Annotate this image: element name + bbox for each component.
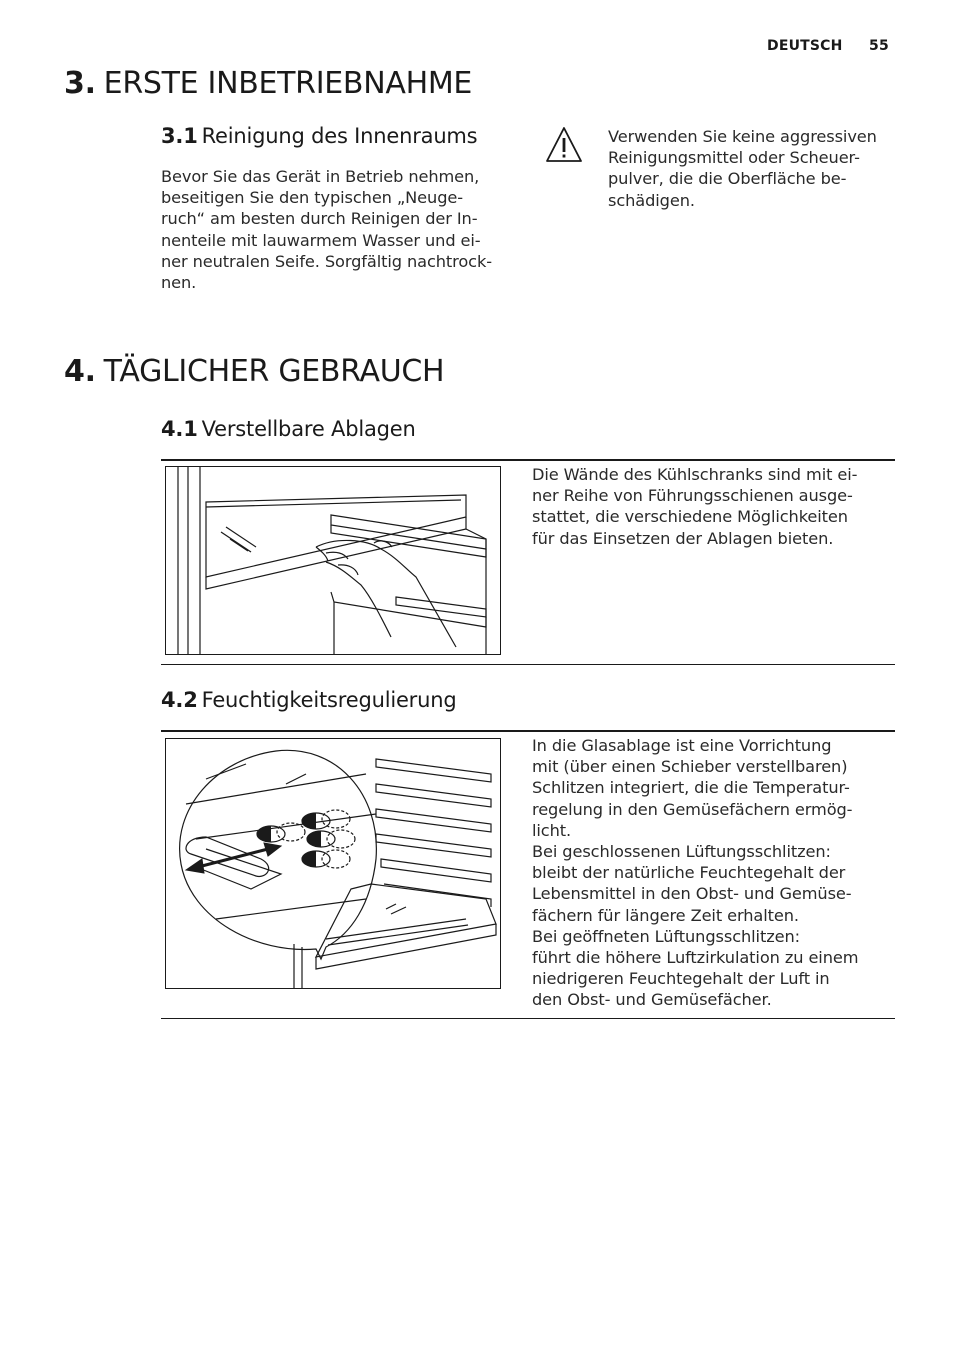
warning-triangle-icon: [544, 125, 584, 165]
divider-4-2-bottom: [161, 1018, 895, 1019]
subsection-3-1-number: 3.1: [161, 124, 198, 148]
shelf-illustration: [165, 466, 501, 655]
divider-4-1-top: [161, 459, 895, 461]
subsection-4-1-text: Die Wände des Kühlschranks sind mit ei- ner Reihe von Führungsschienen ausge- stattet, die verschiedene Möglichkeiten für das Einsetzen der Ablagen bieten.: [532, 465, 858, 548]
section-3-number: 3.: [64, 66, 96, 101]
header-language: DEUTSCH: [767, 38, 843, 54]
subsection-4-2-text: In die Glasablage ist eine Vorrichtung mit (über einen Schieber verstellbaren) Schlitzen integriert, die die Temperatur- regelung in den Gemüsefächern ermög- licht. Bei geschlossenen Lüftungsschlitzen: bleibt der natürliche Feuchtegehalt der Lebensmittel in den Obst- und Gemüse- fächern für längere Zeit erhalten. Bei geöffneten Lüftungsschlitzen: führt die höhere Luftzirkulation zu einem niedrigeren Feuchtegehalt der Luft in den Obst- und Gemüsefächer.: [532, 736, 859, 1010]
section-4-heading: [64, 354, 444, 389]
warning-text: Verwenden Sie keine aggressiven Reinigungsmittel oder Scheuer- pulver, die die Oberfläche be- schädigen.: [608, 127, 877, 210]
subsection-3-1-title: Reinigung des Innenraums: [201, 124, 478, 148]
divider-4-1-bottom: [161, 664, 895, 665]
divider-4-2-top: [161, 730, 895, 732]
subsection-4-2-heading: [161, 688, 456, 712]
section-4-number: 4.: [64, 354, 96, 389]
section-3-heading: [64, 66, 472, 101]
subsection-4-1-heading: [161, 417, 416, 441]
section-3-title: ERSTE INBETRIEBNAHME: [103, 66, 473, 101]
section-4-title: TÄGLICHER GEBRAUCH: [103, 354, 445, 389]
subsection-3-1-text: Bevor Sie das Gerät in Betrieb nehmen, beseitigen Sie den typischen „Neuge- ruch“ am besten durch Reinigen der In- nenteile mit lauwarmem Wasser und ei- ner neutralen Seife. Sorgfältig nachtrock- nen.: [161, 167, 492, 293]
subsection-3-1-heading: [161, 124, 477, 148]
subsection-4-2-title: Feuchtigkeitsregulierung: [201, 688, 457, 712]
subsection-4-1-title: Verstellbare Ablagen: [201, 417, 416, 441]
header-page-number: 55: [869, 38, 889, 54]
subsection-4-2-number: 4.2: [161, 688, 198, 712]
subsection-4-1-number: 4.1: [161, 417, 198, 441]
humidity-control-illustration: [165, 738, 501, 989]
